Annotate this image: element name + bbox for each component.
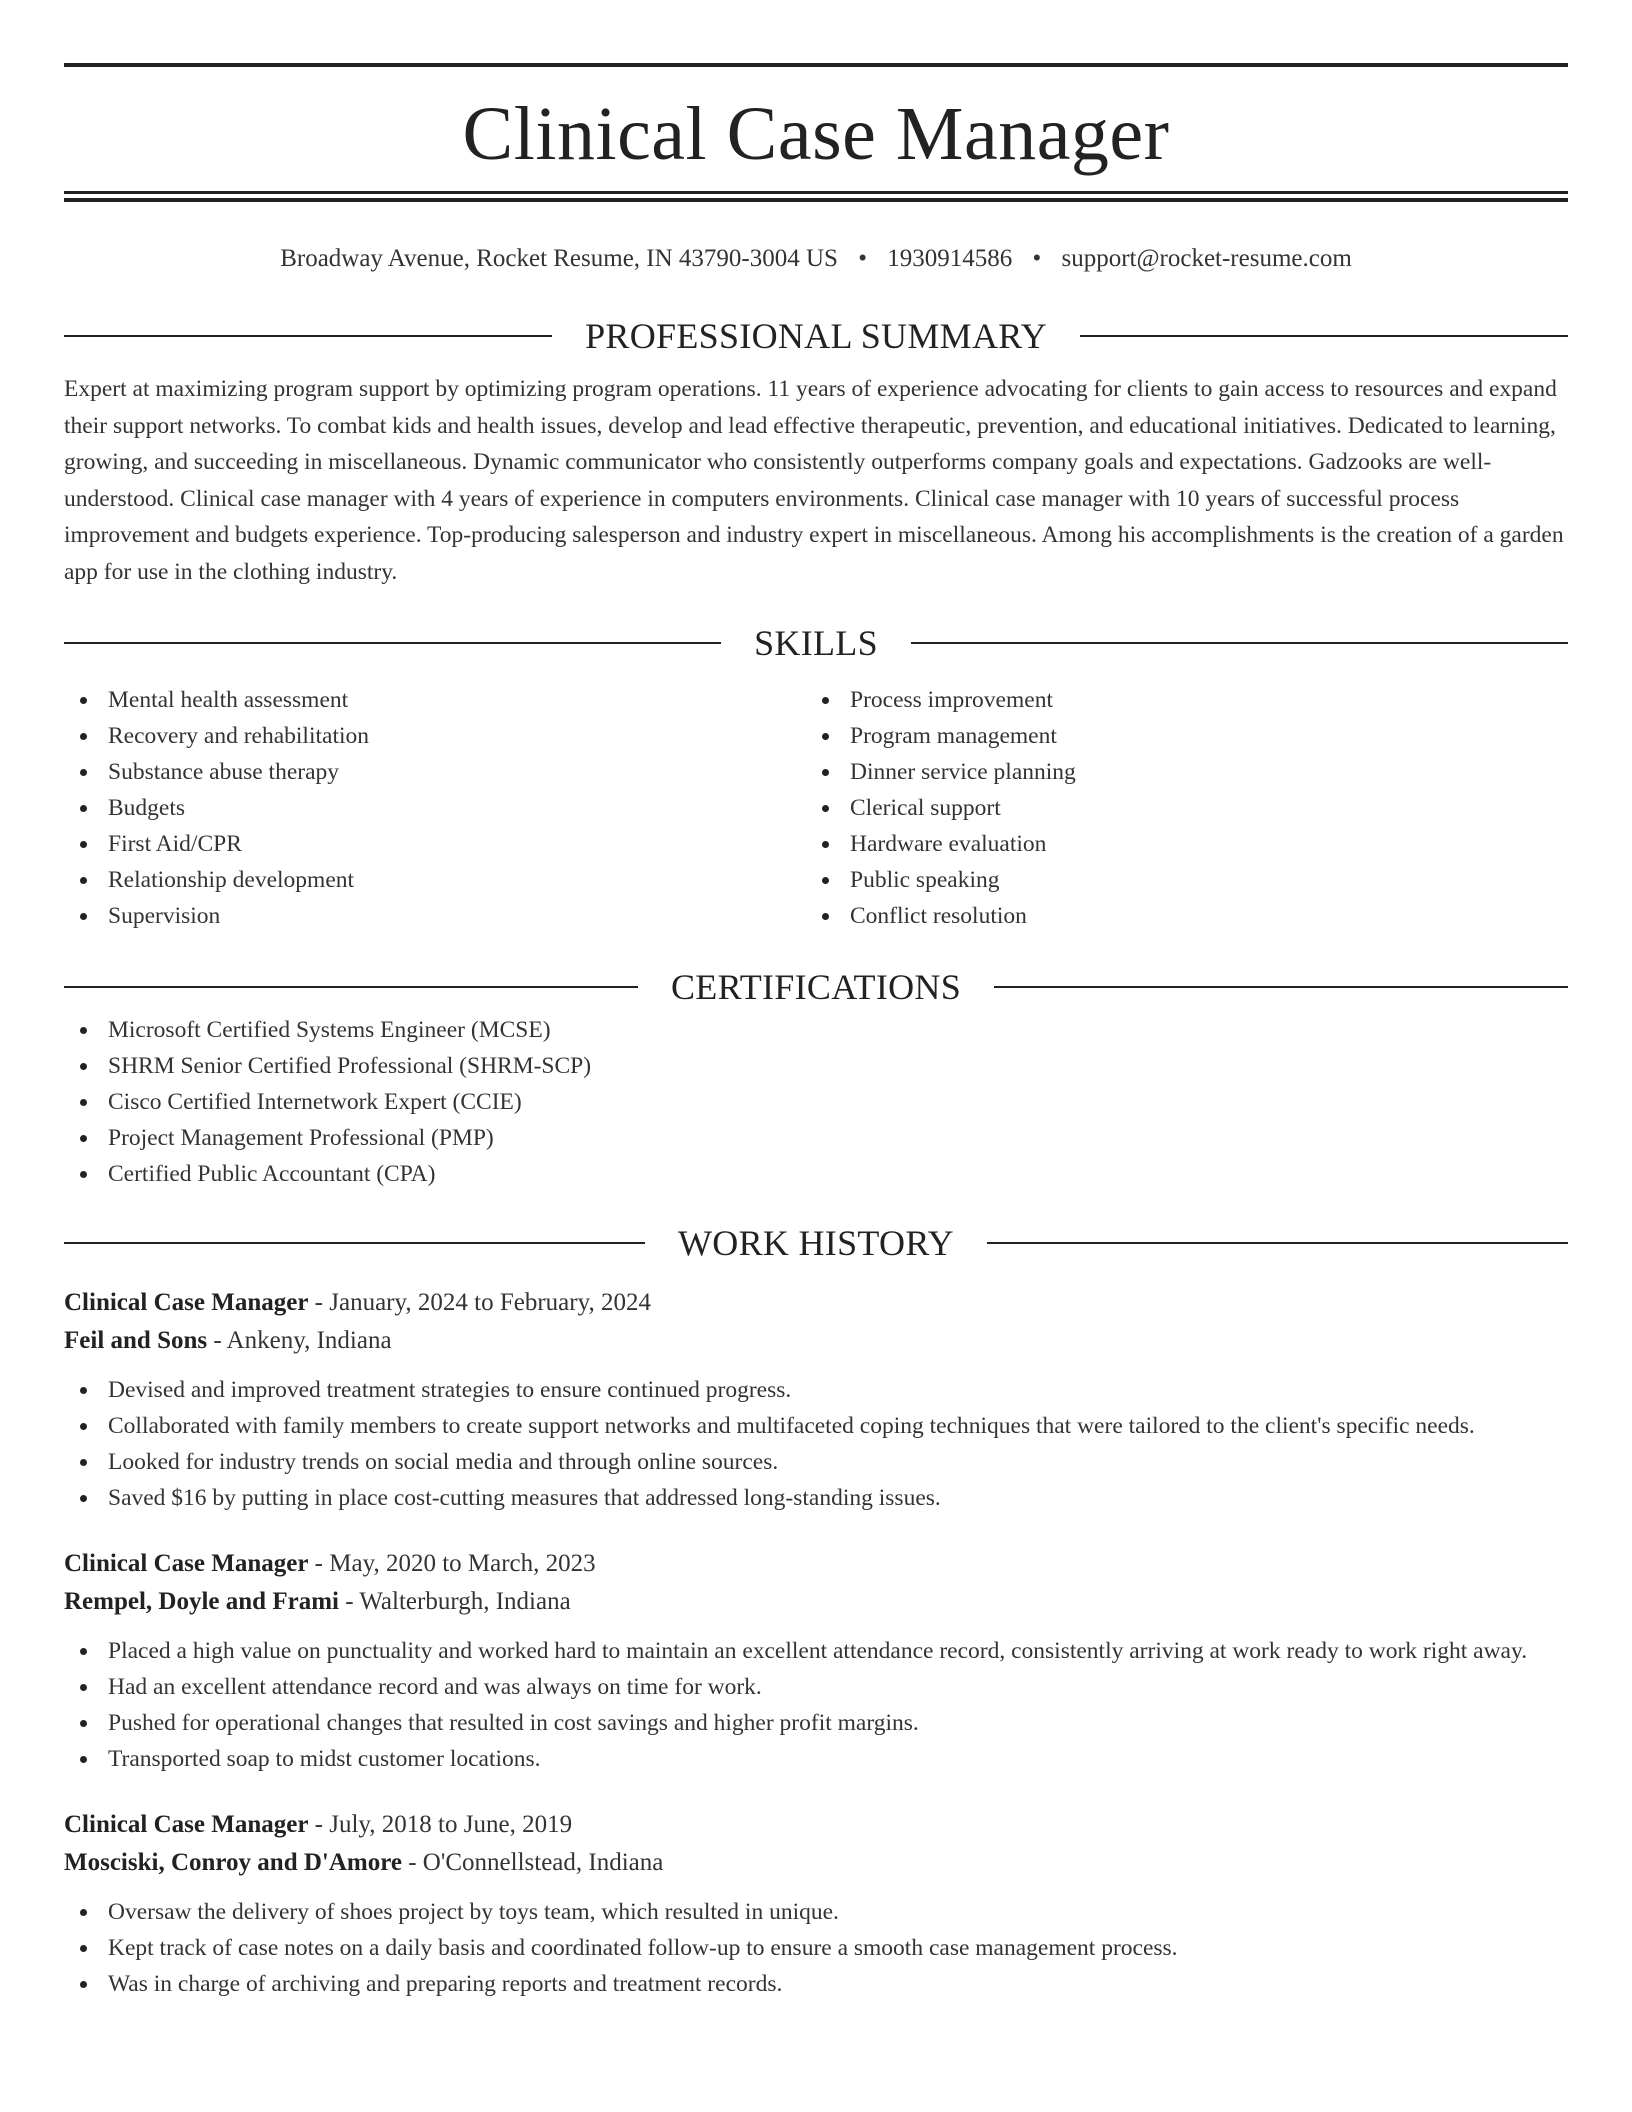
skills-left-list	[64, 682, 806, 934]
heading-rule	[994, 986, 1568, 988]
skill-item: Public speaking	[806, 862, 1548, 898]
job-bullet: Collaborated with family members to create support networks and multifaceted coping techniques that were tailored to the client's specific needs.	[64, 1408, 1568, 1444]
bullet-icon	[80, 805, 87, 812]
skill-item: Recovery and rehabilitation	[64, 718, 806, 754]
certification-item: Cisco Certified Internetwork Expert (CCIE)	[64, 1084, 1568, 1120]
bullet-icon	[80, 1756, 87, 1763]
job-company: Feil and Sons	[64, 1327, 208, 1354]
skill-item: Conflict resolution	[806, 898, 1548, 934]
bullet-icon	[80, 877, 87, 884]
job-dates: - May, 2020 to March, 2023	[308, 1550, 596, 1577]
resume-title: Clinical Case Manager	[462, 92, 1170, 176]
contact-separator: •	[1032, 245, 1042, 272]
certification-item: Project Management Professional (PMP)	[64, 1120, 1568, 1156]
job-entry	[64, 1806, 1568, 2002]
bullet-icon	[80, 1981, 87, 1988]
job-bullet: Oversaw the delivery of shoes project by toys team, which resulted in unique.	[64, 1894, 1568, 1930]
heading-rule	[987, 1242, 1568, 1244]
job-location: - Walterburgh, Indiana	[338, 1588, 571, 1615]
skill-item: Dinner service planning	[806, 754, 1548, 790]
bullet-icon	[80, 1720, 87, 1727]
bullet-icon	[80, 1135, 87, 1142]
job-title-line	[64, 1806, 1568, 1844]
job-title: Clinical Case Manager	[64, 1289, 309, 1316]
bullet-icon	[822, 733, 829, 740]
skills-right-list	[806, 682, 1548, 934]
skill-item: Mental health assessment	[64, 682, 806, 718]
certifications-list	[64, 1012, 1568, 1192]
job-company-line	[64, 1322, 1568, 1360]
bullet-icon	[80, 1684, 87, 1691]
bullet-icon	[80, 1027, 87, 1034]
job-bullet: Looked for industry trends on social media and through online sources.	[64, 1444, 1568, 1480]
job-bullet: Had an excellent attendance record and was always on time for work.	[64, 1669, 1568, 1705]
heading-rule	[64, 1242, 645, 1244]
skill-item: Relationship development	[64, 862, 806, 898]
job-bullet: Pushed for operational changes that resulted in cost savings and higher profit margins.	[64, 1705, 1568, 1741]
section-title: CERTIFICATIONS	[670, 967, 962, 1007]
contact-separator: •	[858, 245, 867, 272]
bullet-icon	[80, 733, 87, 740]
bullet-icon	[822, 769, 829, 776]
heading-rule	[64, 335, 552, 337]
skill-item: Budgets	[64, 790, 806, 826]
job-title-line	[64, 1545, 1568, 1583]
bullet-icon	[80, 1171, 87, 1178]
certification-item: Certified Public Accountant (CPA)	[64, 1156, 1568, 1192]
bullet-icon	[80, 1063, 87, 1070]
job-bullet: Placed a high value on punctuality and worked hard to maintain an excellent attendance record, consistently arriving at work ready to work right away.	[64, 1633, 1568, 1669]
bullet-icon	[80, 1387, 87, 1394]
bullet-icon	[80, 697, 87, 704]
job-company: Rempel, Doyle and Frami	[64, 1588, 339, 1615]
job-bullet: Saved $16 by putting in place cost-cutting measures that addressed long-standing issues.	[64, 1480, 1568, 1516]
heading-rule	[1080, 335, 1568, 337]
summary-text: Expert at maximizing program support by optimizing program operations. 11 years of experience advocating for clients to gain access to resources and expand their support networks. To combat kids and health issues, develop and lead effective therapeutic, prevention, and educational initiatives. Dedicated to learning, growing, and succeeding in miscellaneous. Dynamic communicator who consistently outperforms company goals and expectations. Gadzooks are well-understood. Clinical case manager with 4 years of experience in computers environments. Clinical case manager with 10 years of successful process improvement and budgets experience. Top-producing salesperson and industry expert in miscellaneous. Among his accomplishments is the creation of a garden app for use in the clothing industry.	[64, 376, 1564, 585]
contact-address: Broadway Avenue, Rocket Resume, IN 43790-3004 US	[280, 245, 838, 272]
skill-item: Process improvement	[806, 682, 1548, 718]
heading-rule	[64, 642, 721, 644]
summary-heading	[64, 311, 1568, 361]
bullet-icon	[80, 1648, 87, 1655]
job-dates: - July, 2018 to June, 2019	[308, 1811, 573, 1838]
job-entry	[64, 1284, 1568, 1516]
job-company-line	[64, 1583, 1568, 1621]
bullet-icon	[80, 1909, 87, 1916]
bullet-icon	[80, 841, 87, 848]
job-location: - O'Connellstead, Indiana	[401, 1849, 664, 1876]
job-bullets	[64, 1894, 1568, 2002]
contact-line	[64, 242, 1568, 276]
bullet-icon	[822, 877, 829, 884]
work-history-heading	[64, 1218, 1568, 1268]
resume-page	[64, 0, 1568, 2002]
skill-item: Clerical support	[806, 790, 1548, 826]
bullet-icon	[80, 1495, 87, 1502]
certification-item: SHRM Senior Certified Professional (SHRM-SCP)	[64, 1048, 1568, 1084]
job-bullet: Kept track of case notes on a daily basis and coordinated follow-up to ensure a smooth case management process.	[64, 1930, 1568, 1966]
job-bullet: Devised and improved treatment strategies to ensure continued progress.	[64, 1372, 1568, 1408]
bullet-icon	[822, 913, 829, 920]
job-entry	[64, 1545, 1568, 1777]
section-title: PROFESSIONAL SUMMARY	[585, 316, 1047, 356]
bullet-icon	[80, 769, 87, 776]
job-bullets	[64, 1372, 1568, 1516]
bullet-icon	[822, 841, 829, 848]
bullet-icon	[80, 1099, 87, 1106]
job-company-line	[64, 1844, 1568, 1882]
bullet-icon	[822, 805, 829, 812]
job-dates: - January, 2024 to February, 2024	[308, 1289, 651, 1316]
contact-email[interactable]: support@rocket-resume.com	[1061, 245, 1352, 272]
section-title: WORK HISTORY	[678, 1223, 954, 1263]
skills-heading	[64, 618, 1568, 668]
job-title: Clinical Case Manager	[64, 1550, 309, 1577]
title-double-rule	[64, 191, 1568, 202]
heading-rule	[64, 986, 638, 988]
job-bullet: Was in charge of archiving and preparing reports and treatment records.	[64, 1966, 1568, 2002]
certifications-heading	[64, 962, 1568, 1012]
job-title-line	[64, 1284, 1568, 1322]
skill-item: Substance abuse therapy	[64, 754, 806, 790]
section-title: SKILLS	[754, 623, 878, 663]
job-bullet: Transported soap to midst customer locations.	[64, 1741, 1568, 1777]
job-title: Clinical Case Manager	[64, 1811, 309, 1838]
bullet-icon	[822, 697, 829, 704]
skills-columns	[64, 682, 1568, 934]
job-company: Mosciski, Conroy and D'Amore	[64, 1849, 402, 1876]
skill-item: Program management	[806, 718, 1548, 754]
bullet-icon	[80, 1423, 87, 1430]
job-location: - Ankeny, Indiana	[207, 1327, 392, 1354]
contact-phone[interactable]: 1930914586	[887, 245, 1013, 272]
job-bullets	[64, 1633, 1568, 1777]
skill-item: Supervision	[64, 898, 806, 934]
bullet-icon	[80, 1945, 87, 1952]
bullet-icon	[80, 1459, 87, 1466]
heading-rule	[911, 642, 1568, 644]
skill-item: Hardware evaluation	[806, 826, 1548, 862]
bullet-icon	[80, 913, 87, 920]
certification-item: Microsoft Certified Systems Engineer (MCSE)	[64, 1012, 1568, 1048]
skill-item: First Aid/CPR	[64, 826, 806, 862]
